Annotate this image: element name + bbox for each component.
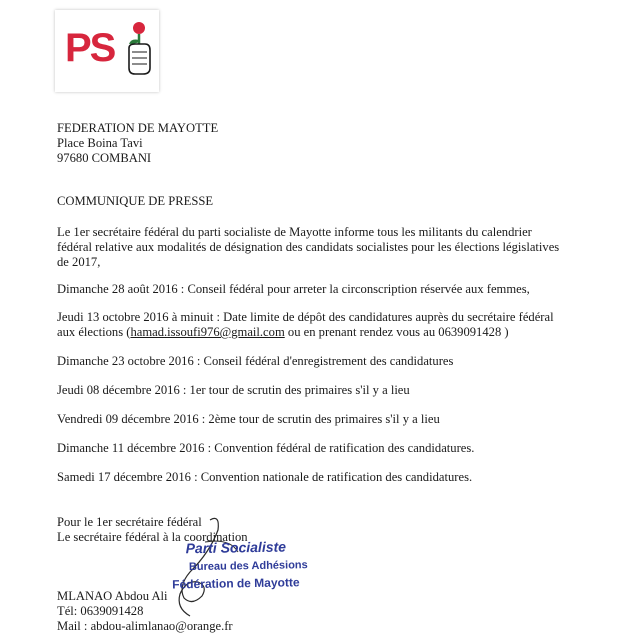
closing-line-1: Pour le 1er secrétaire fédéral [57, 515, 202, 529]
sender-address [57, 121, 577, 166]
email-link[interactable]: hamad.issoufi976@gmail.com [130, 325, 285, 339]
calendar-item-6: Dimanche 11 décembre 2016 : Convention fédéral de ratification des candidatures. [57, 441, 475, 455]
rose-fist-icon [123, 20, 155, 76]
item2-prefix: aux élections ( [57, 325, 131, 339]
calendar-item-4: Jeudi 08 décembre 2016 : 1er tour de scrutin des primaires s'il y a lieu [57, 383, 410, 397]
address-line-3: 97680 COMBANI [57, 151, 152, 165]
item2-suffix: ou en prenant rendez vous au 0639091428 ) [284, 325, 509, 339]
address-line-2: Place Boina Tavi [57, 136, 143, 150]
calendar-item-1: Dimanche 28 août 2016 : Conseil fédéral pour arreter la circonscription réservée aux femmes, [57, 282, 530, 296]
signatory-tel: Tél: 0639091428 [57, 604, 144, 618]
ps-logo [55, 10, 159, 92]
calendar-item-2 [57, 310, 577, 340]
intro-line-2: fédéral relative aux modalités de désignation des candidats socialistes pour les élections législatives [57, 240, 560, 254]
signatory-mail [57, 619, 577, 634]
signatory [57, 589, 577, 634]
stamp-line-3: Fédération de Mayotte [172, 575, 300, 592]
calendar-item-2-line-2 [57, 325, 577, 340]
calendar-item-3: Dimanche 23 octobre 2016 : Conseil fédéral d'enregistrement des candidatures [57, 354, 454, 368]
stamp-line-1: Parti Socialiste [185, 538, 287, 557]
mail-address: abdou-alimlanao@orange.fr [90, 619, 233, 633]
mail-prefix: Mail : [57, 619, 91, 633]
stamp-line-2: Bureau des Adhésions [188, 559, 308, 574]
address-line-1: FEDERATION DE MAYOTTE [57, 121, 219, 135]
intro-paragraph [57, 225, 577, 270]
ps-logo-text: PS [65, 26, 115, 70]
intro-line-3: de 2017, [57, 255, 101, 269]
calendar-item-5: Vendredi 09 décembre 2016 : 2ème tour de scrutin des primaires s'il y a lieu [57, 412, 440, 426]
calendar-item-2-line-1: Jeudi 13 octobre 2016 à minuit : Date limite de dépôt des candidatures auprès du secrétaire fédéral [57, 310, 554, 324]
signatory-name: MLANAO Abdou Ali [57, 589, 168, 603]
calendar-item-7: Samedi 17 décembre 2016 : Convention nationale de ratification des candidatures. [57, 470, 473, 484]
closing-line-2: Le secrétaire fédéral à la coordination [57, 530, 248, 544]
intro-line-1: Le 1er secrétaire fédéral du parti socialiste de Mayotte informe tous les militants du calendrier [57, 225, 532, 239]
page-title: COMMUNIQUE DE PRESSE [57, 194, 214, 208]
